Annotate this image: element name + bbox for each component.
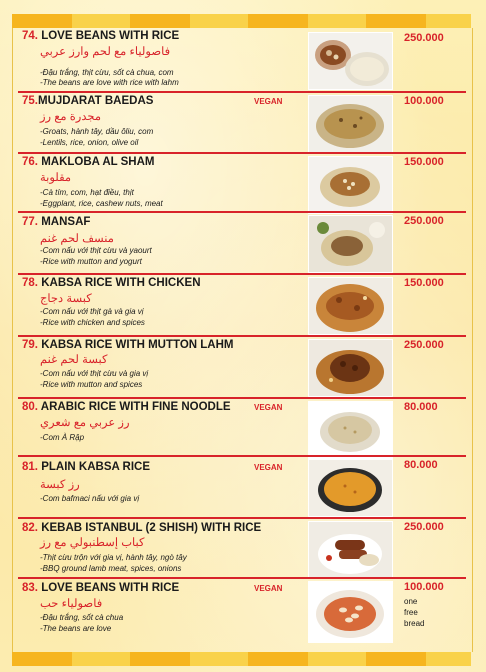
item-price: 250.000 — [404, 521, 444, 533]
item-name: MUJDARAT BAEDAS — [38, 95, 154, 107]
item-title — [22, 401, 231, 413]
item-price: 100.000 — [404, 581, 444, 593]
menu-item — [18, 154, 466, 213]
item-title — [22, 339, 234, 351]
dish-photo — [308, 339, 393, 397]
item-description-en: -The beans are love with rice with lahm — [40, 78, 179, 87]
item-name: MAKLOBA AL SHAM — [41, 156, 155, 168]
item-name: LOVE BEANS WITH RICE — [41, 30, 180, 42]
item-price: 250.000 — [404, 339, 444, 351]
dish-photo — [308, 277, 393, 335]
dish-photo — [308, 32, 393, 90]
item-arabic-name: مجدرة مع رز — [40, 111, 101, 123]
dish-photo — [308, 459, 393, 517]
item-name: ARABIC RICE WITH FINE NOODLE — [40, 401, 231, 413]
item-description-vi: -Com À Rập — [40, 433, 85, 442]
item-number: 80. — [22, 401, 38, 413]
item-arabic-name: منسف لحم غنم — [40, 233, 114, 245]
item-description-en: -BBQ ground lamb meat, spices, onions — [40, 564, 182, 573]
item-title — [22, 216, 90, 228]
item-note: one — [404, 597, 418, 606]
item-arabic-name: كباب إسطنبولي مع رز — [40, 537, 145, 549]
menu-item — [18, 457, 466, 517]
item-number: 74. — [22, 30, 38, 42]
item-arabic-name: كبسة لحم غنم — [40, 354, 108, 366]
item-price: 150.000 — [404, 156, 444, 168]
menu-item — [18, 399, 466, 457]
item-description-en: -Rice with chicken and spices — [40, 318, 145, 327]
item-arabic-name: كبسة دجاج — [40, 293, 92, 305]
menu-item — [18, 579, 466, 643]
item-number: 77. — [22, 216, 38, 228]
item-arabic-name: فاصولياء حب — [40, 598, 103, 610]
menu-item — [18, 93, 466, 152]
item-title — [22, 582, 179, 594]
item-name: LOVE BEANS WITH RICE — [41, 582, 180, 594]
item-title — [22, 30, 179, 42]
item-description-vi: -Cà tím, com, hạt điều, thịt — [40, 188, 134, 197]
item-description-vi: -Com nấu với thịt gà và gia vị — [40, 307, 144, 316]
dish-photo — [308, 581, 393, 643]
item-description-en: -Lentils, rice, onion, olive oil — [40, 138, 139, 147]
item-price: 150.000 — [404, 277, 444, 289]
item-price: 250.000 — [404, 32, 444, 44]
vegan-badge: VEGAN — [254, 403, 283, 412]
item-number: 78. — [22, 277, 38, 289]
top-decorative-bar — [12, 14, 471, 28]
item-title — [22, 156, 155, 168]
dish-photo — [308, 521, 393, 579]
item-name: PLAIN KABSA RICE — [41, 461, 151, 473]
item-description-en: -The beans are love — [40, 624, 112, 633]
item-description-en: -Rice with mutton and spices — [40, 380, 143, 389]
item-title — [22, 522, 261, 534]
item-arabic-name: رز كبسة — [40, 479, 80, 491]
item-number: 76. — [22, 156, 38, 168]
item-note: free — [404, 608, 418, 617]
dish-photo — [308, 95, 393, 153]
vegan-badge: VEGAN — [254, 463, 283, 472]
item-arabic-name: مقلوبة — [40, 172, 72, 184]
item-description-vi: -Com nấu với thịt cừu và yaourt — [40, 246, 152, 255]
item-number: 75. — [22, 95, 38, 107]
item-name: MANSAF — [41, 216, 91, 228]
item-price: 80.000 — [404, 401, 438, 413]
item-description-vi: -Com nấu với thịt cừu và gia vị — [40, 369, 149, 378]
item-description-en: -Eggplant, rice, cashew nuts, meat — [40, 199, 163, 208]
menu-item — [18, 337, 466, 397]
item-title — [22, 277, 201, 289]
menu-item — [18, 30, 466, 90]
bottom-decorative-bar — [12, 652, 471, 666]
item-number: 83. — [22, 582, 38, 594]
item-description-vi: -Groats, hành tây, dầu ôliu, com — [40, 127, 154, 136]
item-description-en: -Rice with mutton and yogurt — [40, 257, 142, 266]
item-price: 250.000 — [404, 215, 444, 227]
vegan-badge: VEGAN — [254, 97, 283, 106]
vegan-badge: VEGAN — [254, 584, 283, 593]
dish-photo — [308, 401, 393, 459]
item-note: bread — [404, 619, 425, 628]
item-description-vi: -Đậu trắng, thịt cừu, sốt cà chua, com — [40, 68, 174, 77]
item-name: KEBAB ISTANBUL (2 SHISH) WITH RICE — [41, 522, 262, 534]
item-price: 100.000 — [404, 95, 444, 107]
item-title — [22, 461, 150, 473]
item-number: 79. — [22, 339, 38, 351]
dish-photo — [308, 156, 393, 214]
item-description-vi: -Đậu trắng, sốt cà chua — [40, 613, 124, 622]
item-number: 81. — [22, 461, 38, 473]
dish-photo — [308, 215, 393, 273]
item-description-vi: -Com bafmaci nấu với gia vị — [40, 494, 140, 503]
item-name: KABSA RICE WITH CHICKEN — [41, 277, 201, 289]
menu-item — [18, 213, 466, 273]
item-name: KABSA RICE WITH MUTTON LAHM — [41, 339, 234, 351]
item-number: 82. — [22, 522, 38, 534]
menu-item — [18, 275, 466, 335]
menu-item — [18, 519, 466, 577]
item-arabic-name: فاصولياء مع لحم وارز عربي — [40, 46, 171, 58]
item-arabic-name: رز عربي مع شعري — [40, 417, 130, 429]
item-title — [22, 95, 153, 107]
item-description-vi: -Thịt cừu trộn với gia vị, hành tây, ngò tây — [40, 553, 187, 562]
item-price: 80.000 — [404, 459, 438, 471]
